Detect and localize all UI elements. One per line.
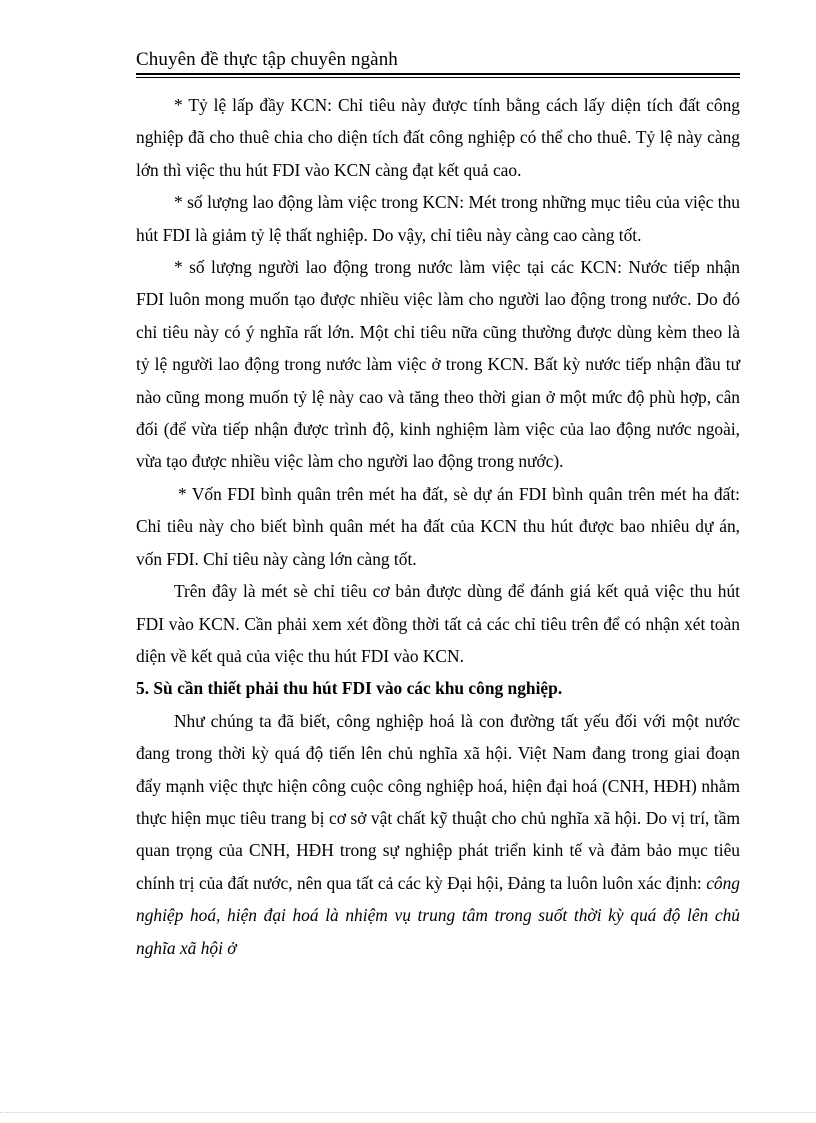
section-heading: 5. Sù cần thiết phải thu hút FDI vào các khu công nghiệp.: [136, 678, 563, 699]
paragraph-labor-count: * số lượng lao động làm việc trong KCN: Mét trong những mục tiêu của việc thu hút FDI là giảm tỷ lệ thất nghiệp. Do vậy, chỉ tiêu này càng cao càng tốt.: [136, 192, 740, 245]
paragraph-occupancy-rate: * Tỷ lệ lấp đầy KCN: Chỉ tiêu này được tính bằng cách lấy diện tích đất công nghiệp đã cho thuê chia cho diện tích đất công nghiệp có thể cho thuê. Tỷ lệ này càng lớn thì việc thu hút FDI vào KCN càng đạt kết quả cao.: [136, 95, 740, 180]
document-body: [136, 89, 740, 964]
paragraph-industrialization-text: Như chúng ta đã biết, công nghiệp hoá là con đường tất yếu đối với một nước đang trong thời kỳ quá độ tiến lên chủ nghĩa xã hội. Việt Nam đang trong giai đoạn đẩy mạnh việc thực hiện công cuộc công nghiệp hoá, hiện đại hoá (CNH, HĐH) nhằm thực hiện mục tiêu trang bị cơ sở vật chất kỹ thuật cho chủ nghĩa xã hội. Do vị trí, tầm quan trọng của CNH, HĐH trong sự nghiệp phát triển kinh tế và đảm bảo mục tiêu chính trị của đất nước, nên qua tất cả các kỳ Đại hội, Đảng ta luôn luôn xác định:: [136, 710, 740, 893]
header-title: Chuyên đề thực tập chuyên ngành: [136, 49, 398, 70]
paragraph-fdi-per-hectare: * Vốn FDI bình quân trên mét ha đất, sè dự án FDI bình quân trên mét ha đất: Chỉ tiêu này cho biết bình quân mét ha đất của KCN thu hút được bao nhiêu dự án, vốn FDI. Chỉ tiêu này càng lớn càng tốt.: [136, 483, 740, 569]
paragraph-domestic-labor: * số lượng người lao động trong nước làm việc tại các KCN: Nước tiếp nhận FDI luôn mong muốn tạo được nhiều việc làm cho người lao động trong nước. Do đó chỉ tiêu này có ý nghĩa rất lớn. Một chỉ tiêu nữa cũng thường được dùng kèm theo là tỷ lệ người lao động trong nước làm việc ở trong KCN. Bất kỳ nước tiếp nhận đầu tư nào cũng mong muốn tỷ lệ này cao và tăng theo thời gian ở một mức độ phù hợp, cân đối (để vừa tiếp nhận được trình độ, kinh nghiệm làm việc của lao động nước ngoài, vừa tạo được nhiều việc làm cho người lao động trong nước).: [136, 257, 740, 472]
header-rule-secondary: [136, 77, 740, 78]
page-header: [136, 48, 740, 78]
paragraph-summary: Trên đây là mét sè chỉ tiêu cơ bản được dùng để đánh giá kết quả việc thu hút FDI vào KCN. Cần phải xem xét đồng thời tất cả các chỉ tiêu trên để có nhận xét toàn diện về kết quả của việc thu hút FDI vào KCN.: [136, 581, 740, 666]
paragraph-industrialization-italic: công nghiệp hoá, hiện đại hoá là nhiệm vụ trung tâm trong suốt thời kỳ quá độ lên chủ nghĩa xã hội ở: [136, 872, 740, 958]
page-bottom-border: [0, 1112, 816, 1113]
paragraph-industrialization: [136, 705, 740, 964]
header-rule: [136, 73, 740, 75]
